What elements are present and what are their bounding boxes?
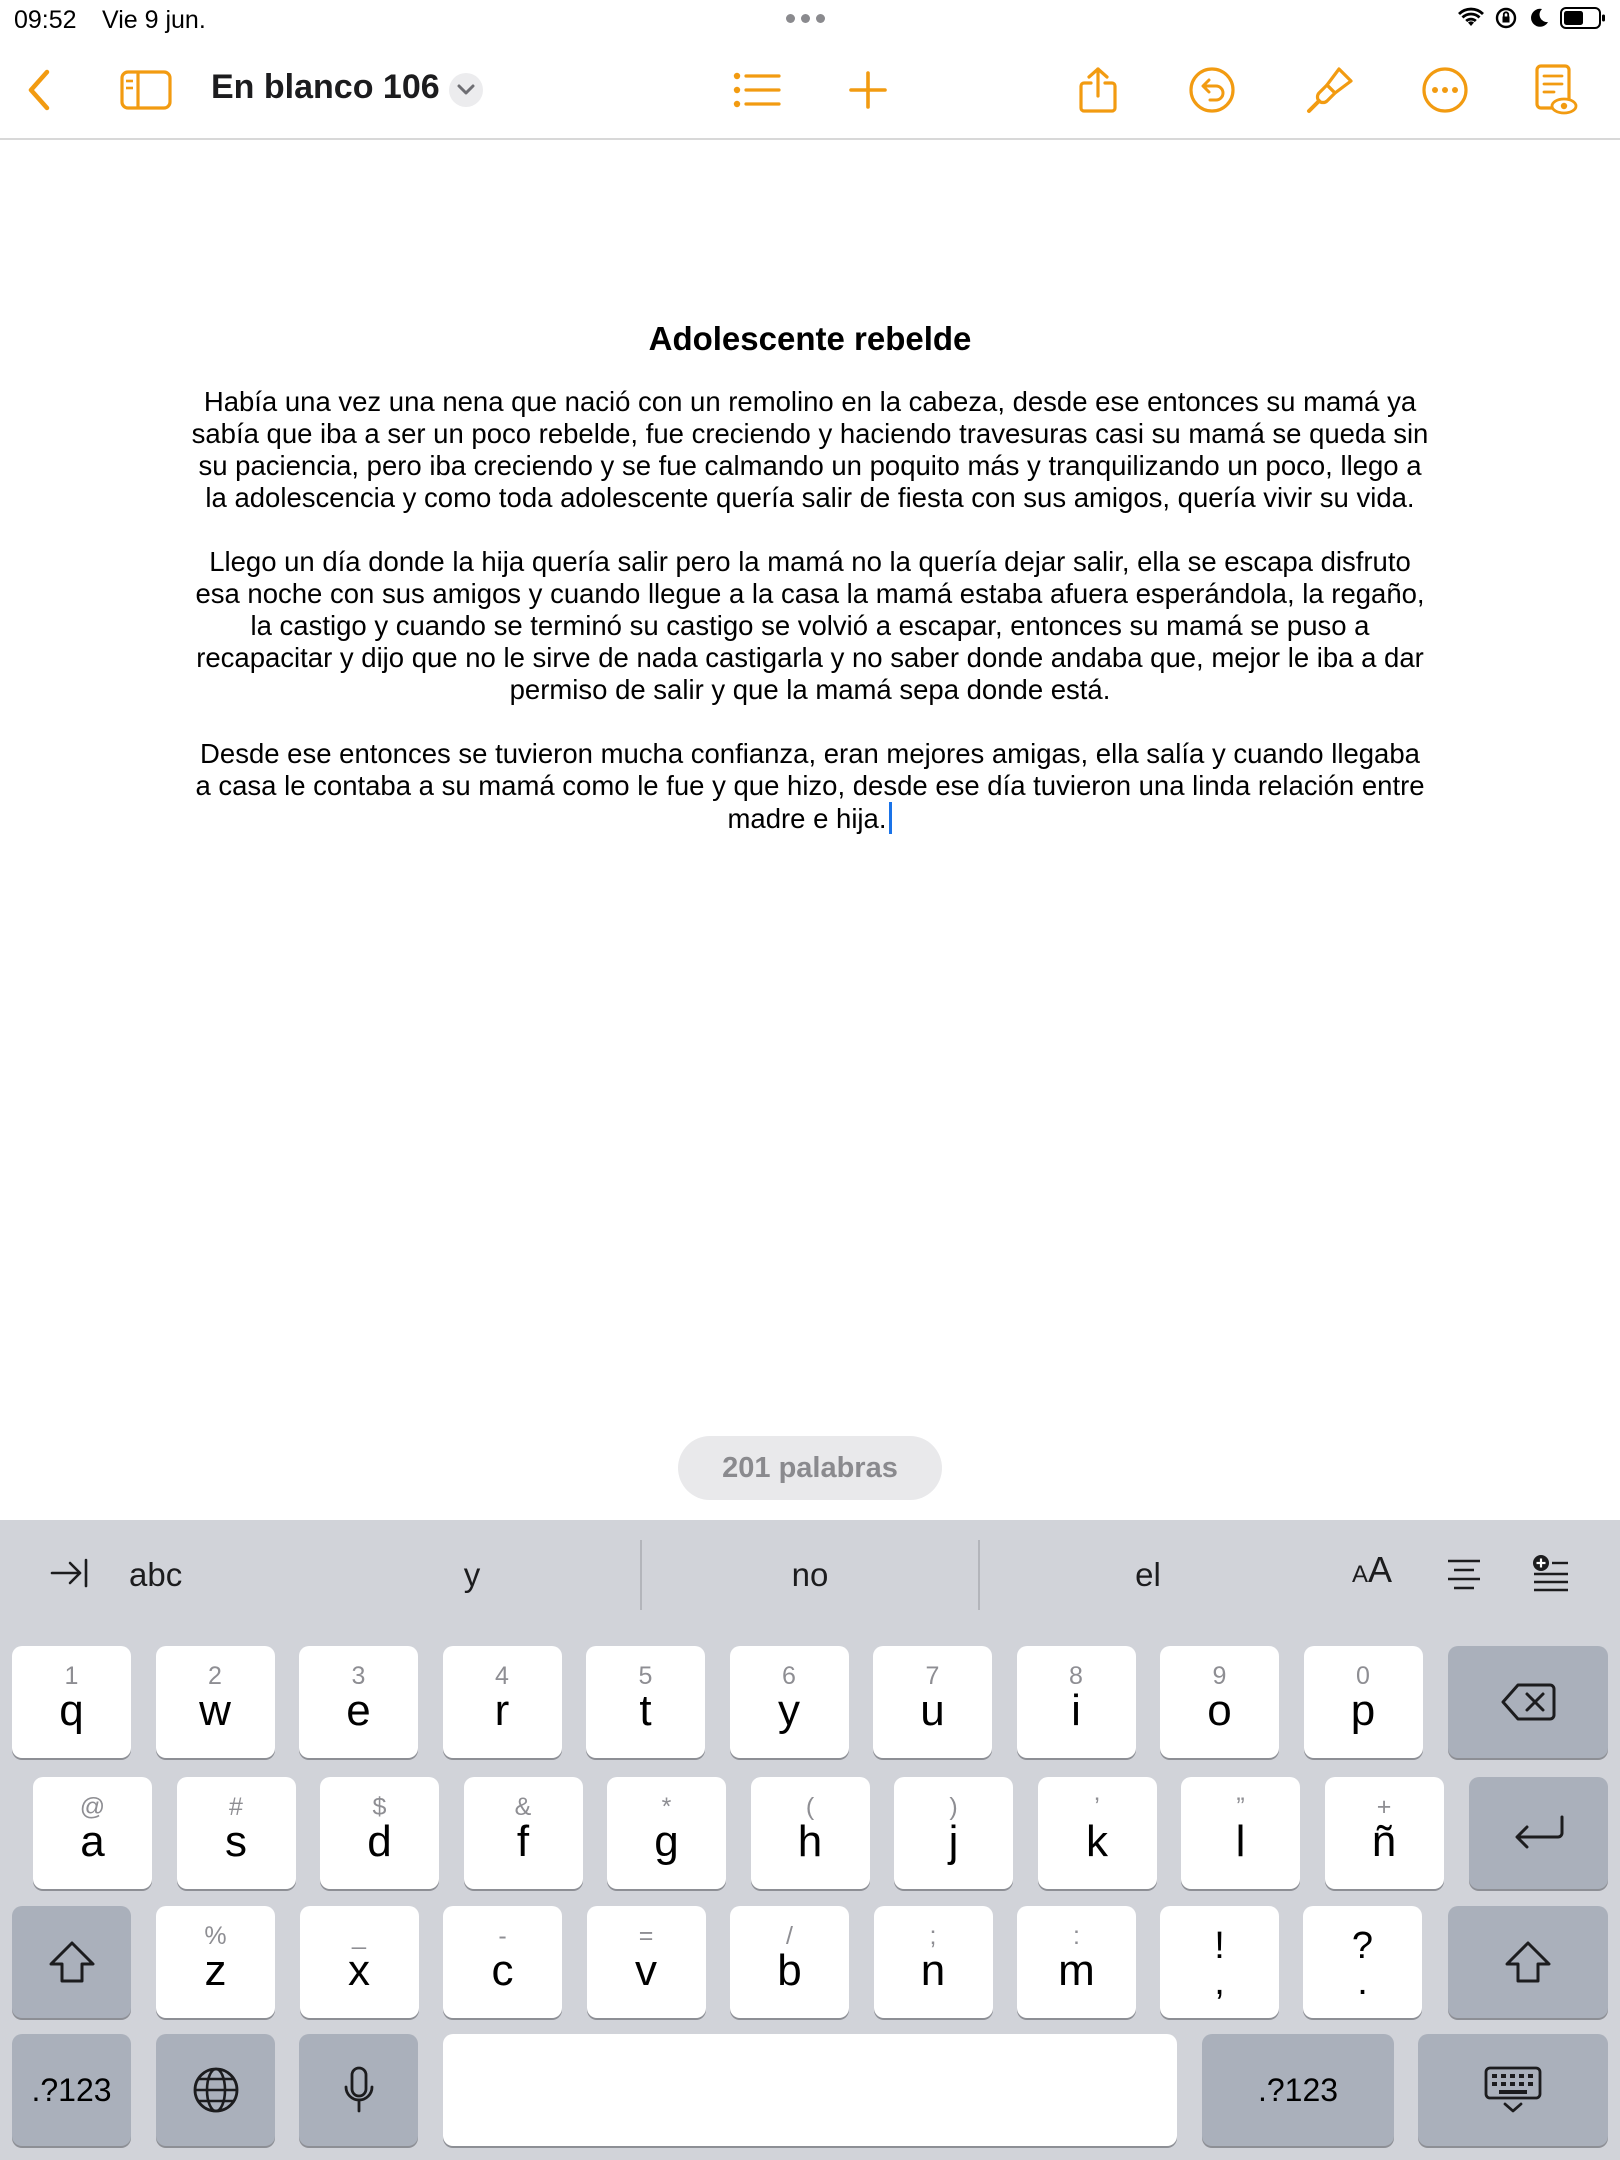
key-hint: 7 [925,1662,940,1690]
key-hint: 2 [208,1662,222,1690]
numbers-key-left[interactable] [12,2034,131,2146]
reading-view-button[interactable] [1528,62,1584,118]
globe-key[interactable] [156,2034,275,2146]
sidebar-button[interactable] [118,62,174,118]
shift-key-left[interactable] [12,1906,131,2018]
suggestion-divider [640,1540,642,1610]
key-letter: l [1235,1817,1246,1866]
key-hint: * [661,1793,672,1821]
globe-icon [192,2066,240,2114]
status-bar [0,0,1620,40]
keyboard-dismiss-icon [1483,2065,1543,2115]
key-z[interactable] [156,1906,275,2018]
share-button[interactable] [1070,62,1126,118]
key-letter: g [654,1817,679,1866]
document-toolbar [0,40,1620,140]
key-r[interactable] [443,1646,562,1758]
key-letter: w [199,1686,231,1735]
key-letter: h [797,1817,823,1866]
key-hint: ” [1236,1793,1245,1821]
document-body[interactable] [190,320,1430,867]
key-y[interactable] [730,1646,849,1758]
key-g[interactable] [607,1777,726,1889]
undo-icon [1188,66,1236,114]
more-button[interactable] [1417,62,1473,118]
key-e[interactable] [299,1646,418,1758]
key-letter: r [494,1686,510,1735]
key-exclamation-bottom: , [1214,1961,1225,2003]
key-k[interactable] [1038,1777,1157,1889]
rotation-lock-icon [1494,6,1518,30]
key-c[interactable] [443,1906,562,2018]
multitasking-dots-icon[interactable] [786,14,825,23]
key-letter: n [920,1946,946,1995]
insert-button[interactable] [840,62,896,118]
key-p[interactable] [1304,1646,1423,1758]
font-size-icon [1352,1552,1396,1586]
document-title[interactable]: En blanco 106 [211,68,440,106]
key-hint: _ [352,1922,366,1950]
svg-text:A: A [1368,1552,1393,1586]
status-icons [1458,6,1606,30]
status-time: 09:52 [14,6,77,34]
key-j[interactable] [894,1777,1013,1889]
key-u[interactable] [873,1646,992,1758]
document-heading[interactable]: Adolescente rebelde [648,320,972,357]
share-icon [1078,66,1118,114]
wifi-icon [1458,7,1484,29]
key-hint: 3 [351,1662,366,1690]
key-x[interactable] [300,1906,419,2018]
tab-key-button[interactable] [50,1556,88,1595]
suggestion-divider [978,1540,980,1610]
key-hint: & [514,1793,532,1821]
key-letter: u [920,1686,945,1735]
key-t[interactable] [586,1646,705,1758]
numbers-key-right-label: .?123 [1257,2071,1339,2108]
key-l[interactable] [1181,1777,1300,1889]
back-button[interactable] [12,62,68,118]
suggestion-1[interactable]: y [463,1556,481,1593]
key-hint: = [638,1922,654,1950]
key-letter: e [346,1686,371,1735]
key-letter: q [59,1686,84,1735]
plus-icon [848,70,888,110]
key-hint: 6 [782,1662,796,1690]
key-letter: m [1058,1946,1095,1995]
key-question-bottom: . [1357,1961,1368,2003]
word-count-badge[interactable]: 201 palabras [678,1436,942,1500]
ellipsis-circle-icon [1421,66,1469,114]
svg-text:A: A [1352,1561,1369,1586]
key-hint: - [498,1922,507,1950]
tab-arrow-icon [50,1556,88,1590]
key-hint: + [1376,1793,1392,1821]
moon-icon [1528,7,1550,29]
key-d[interactable] [320,1777,439,1889]
key-o[interactable] [1160,1646,1279,1758]
microphone-icon [342,2065,376,2115]
font-size-button[interactable] [1352,1552,1396,1595]
key-b[interactable] [730,1906,849,2018]
insert-list-button[interactable] [1532,1554,1570,1597]
key-w[interactable] [156,1646,275,1758]
list-button[interactable] [729,62,785,118]
key-letter: o [1207,1686,1232,1735]
chevron-down-icon [457,84,475,96]
text-cursor [889,802,892,834]
key-hint: ) [949,1793,958,1821]
suggestion-3[interactable]: el [1135,1556,1161,1593]
key-letter: a [80,1817,105,1866]
key-letter: i [1071,1686,1081,1735]
key-letter: k [1086,1817,1108,1866]
numbers-key-left-label: .?123 [31,2071,112,2108]
key-letter: f [516,1817,530,1866]
battery-icon [1560,6,1606,30]
key-hint: ’ [1094,1793,1100,1821]
key-hint: 8 [1069,1662,1083,1690]
keyboard-toolbar [0,1520,1620,1632]
key-hint: 9 [1212,1662,1227,1690]
dismiss-keyboard-key[interactable] [1418,2034,1608,2146]
key-letter: d [367,1817,392,1866]
key-a[interactable] [33,1777,152,1889]
key-letter: ñ [1371,1817,1397,1866]
key-f[interactable] [464,1777,583,1889]
alignment-button[interactable] [1446,1558,1482,1595]
key-hint: 5 [638,1662,653,1690]
shift-key-right[interactable] [1448,1906,1608,2018]
key-hint: % [204,1922,227,1950]
undo-button[interactable] [1184,62,1240,118]
key-hint: 4 [495,1662,509,1690]
dictation-key[interactable] [299,2034,418,2146]
key-letter: j [948,1817,959,1866]
numbers-key-right[interactable] [1202,2034,1394,2146]
list-icon [733,72,781,108]
key-i[interactable] [1017,1646,1136,1758]
status-date: Vie 9 jun. [102,6,206,34]
key-letter: t [639,1686,652,1735]
key-ñ[interactable] [1325,1777,1444,1889]
key-s[interactable] [177,1777,296,1889]
format-button[interactable] [1302,62,1358,118]
key-letter: s [225,1817,247,1866]
shift-icon [1504,1940,1552,1984]
key-n[interactable] [874,1906,993,2018]
suggestion-2[interactable]: no [791,1556,829,1593]
key-hint: / [786,1922,793,1950]
key-m[interactable] [1017,1906,1136,2018]
paragraph-3[interactable] [190,738,1430,835]
key-hint: ( [805,1793,815,1821]
key-hint: ; [929,1922,937,1950]
key-letter: v [635,1946,657,1995]
delete-backward-icon [1500,1682,1556,1722]
key-hint: @ [79,1793,106,1821]
key-exclamation-top: ! [1214,1925,1225,1967]
software-keyboard [0,1520,1620,2160]
shift-icon [48,1940,96,1984]
key-q[interactable] [12,1646,131,1758]
key-hint: # [229,1793,243,1821]
title-menu-button[interactable] [449,73,483,107]
return-key[interactable] [1469,1777,1608,1889]
key-letter: y [778,1686,800,1735]
key-question[interactable] [1303,1906,1422,2018]
paragraph-2[interactable]: Llego un día donde la hija quería salir pero la mamá no la quería dejar salir, ella se escapa disfruto esa noche con sus amigos y cuando llegue a la casa la mamá estaba afuera esperándola, la regaño, la castigo y cuando se terminó su castigo se volvió a escapar, entonces su mamá se puso a recapacitar y dijo que no le sirve de nada castigarla y no saber donde andaba que, mejor le iba a dar permiso de salir y que la mamá sepa donde está. [195,546,1425,705]
key-hint: $ [372,1793,387,1821]
sidebar-icon [120,70,172,110]
paintbrush-icon [1305,65,1355,115]
key-hint: : [1073,1922,1080,1950]
key-letter: x [348,1946,370,1995]
add-list-icon [1532,1554,1570,1592]
key-hint: 1 [64,1662,79,1690]
key-letter: c [491,1946,514,1995]
space-bar[interactable] [443,2034,1177,2146]
key-exclamation[interactable] [1160,1906,1279,2018]
key-letter: p [1350,1686,1376,1735]
key-h[interactable] [751,1777,870,1889]
align-center-icon [1446,1558,1482,1590]
chevron-left-icon [25,68,55,112]
key-letter: z [204,1946,227,1995]
key-letter: b [777,1946,802,1995]
paragraph-style-button[interactable]: abc [129,1556,183,1593]
paragraph-1[interactable]: Había una vez una nena que nació con un remolino en la cabeza, desde ese entonces su mamá ya sabía que iba a ser un poco rebelde, fue creciendo y haciendo travesuras casi su mamá se queda sin su paciencia, pero iba creciendo y se fue calmando un poquito más y tranquilizando un poco, llego a la adolescencia y como toda adolescente quería salir de fiesta con sus amigos, quería vivir su vida. [191,386,1429,513]
delete-key[interactable] [1448,1646,1608,1758]
key-v[interactable] [587,1906,706,2018]
return-icon [1512,1813,1566,1853]
document-eye-icon [1534,63,1578,117]
key-question-top: ? [1351,1925,1374,1967]
paragraph-3-text: Desde ese entonces se tuvieron mucha confianza, eran mejores amigas, ella salía y cuando llegaba a casa le contaba a su mamá como le fue y que hizo, desde ese día tuvieron una linda relación entre madre e hija. [195,738,1425,834]
key-hint: 0 [1356,1662,1370,1690]
